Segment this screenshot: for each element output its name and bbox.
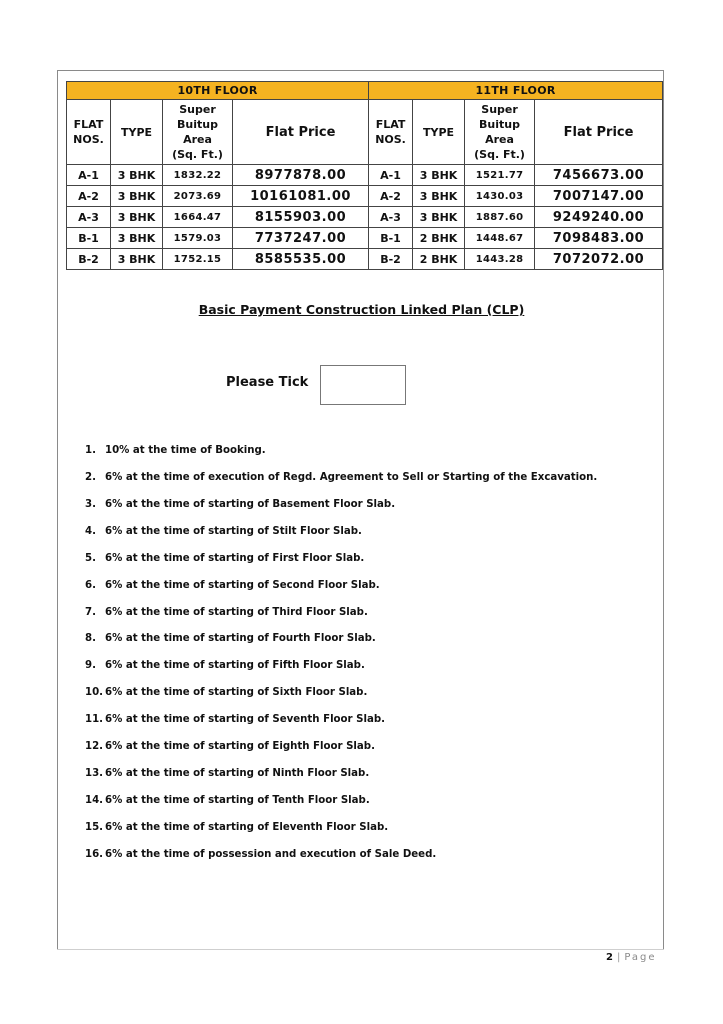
price-cell: 8585535.00: [233, 249, 369, 270]
list-item: [85, 499, 597, 526]
price-cell: 7072072.00: [535, 249, 663, 270]
list-item: [85, 526, 597, 553]
item-number: 8.: [85, 633, 96, 645]
item-text: 6% at the time of possession and execution of Sale Deed.: [105, 848, 437, 860]
type-cell: 3 BHK: [413, 165, 465, 186]
payment-plan-title: Basic Payment Construction Linked Plan (CLP): [198, 302, 525, 317]
item-number: 9.: [85, 660, 96, 672]
table-row: [67, 165, 663, 186]
item-number: 5.: [85, 552, 96, 564]
item-text: 6% at the time of starting of Sixth Floor Slab.: [105, 687, 368, 699]
flat-no-cell: A-1: [67, 165, 111, 186]
price-cell: 9249240.00: [535, 207, 663, 228]
type-cell: 3 BHK: [111, 228, 163, 249]
type-cell: 3 BHK: [111, 186, 163, 207]
price-cell: 7456673.00: [535, 165, 663, 186]
item-number: 3.: [85, 498, 96, 510]
item-text: 6% at the time of starting of Tenth Floor Slab.: [105, 794, 370, 806]
item-text: 10% at the time of Booking.: [105, 445, 266, 456]
area-cell: 1664.47: [163, 207, 233, 228]
list-item: [85, 687, 597, 714]
column-header-row: [67, 100, 663, 165]
item-number: 12.: [85, 741, 104, 753]
col-header-flat-nos: FLAT NOS.: [369, 100, 413, 165]
please-tick-label: Please Tick: [226, 375, 309, 390]
item-text: 6% at the time of starting of Eleventh Floor Slab.: [105, 821, 389, 833]
item-number: 16.: [85, 848, 104, 860]
item-text: 6% at the time of starting of Fifth Floor Slab.: [105, 660, 365, 672]
item-number: 4.: [85, 525, 96, 537]
page-footer: [606, 952, 657, 963]
flat-no-cell: B-1: [369, 228, 413, 249]
list-item: [85, 553, 597, 580]
list-item: [85, 795, 597, 822]
list-item: [85, 768, 597, 795]
list-item: [85, 607, 597, 634]
list-item: [85, 849, 597, 876]
page-number: 2: [606, 952, 614, 963]
item-text: 6% at the time of starting of Fourth Floor Slab.: [105, 633, 376, 645]
type-cell: 3 BHK: [111, 165, 163, 186]
floor-header-row: [67, 82, 663, 100]
area-cell: 2073.69: [163, 186, 233, 207]
page-word: Page: [624, 952, 657, 963]
list-item: [85, 660, 597, 687]
flat-no-cell: A-3: [369, 207, 413, 228]
floor-header-11th: 11TH FLOOR: [369, 82, 663, 100]
item-number: 13.: [85, 768, 104, 780]
item-text: 6% at the time of starting of Eighth Floor Slab.: [105, 741, 375, 753]
flat-no-cell: B-2: [67, 249, 111, 270]
col-header-area: Super Buitup Area (Sq. Ft.): [163, 100, 233, 165]
flat-no-cell: B-1: [67, 228, 111, 249]
item-text: 6% at the time of starting of Ninth Floor Slab.: [105, 768, 370, 780]
area-cell: 1430.03: [465, 186, 535, 207]
footer-divider: [57, 949, 664, 950]
list-item: [85, 714, 597, 741]
table-row: [67, 207, 663, 228]
footer-separator: |: [616, 952, 622, 963]
item-number: 2.: [85, 471, 96, 483]
area-cell: 1752.15: [163, 249, 233, 270]
price-cell: 8155903.00: [233, 207, 369, 228]
list-item: [85, 472, 597, 499]
item-number: 15.: [85, 821, 104, 833]
col-header-type: TYPE: [413, 100, 465, 165]
item-number: 7.: [85, 606, 96, 618]
col-header-area: Super Buitup Area (Sq. Ft.): [465, 100, 535, 165]
price-cell: 7007147.00: [535, 186, 663, 207]
price-cell: 10161081.00: [233, 186, 369, 207]
col-header-flat-price: Flat Price: [233, 100, 369, 165]
item-number: 6.: [85, 579, 96, 591]
tick-checkbox[interactable]: [320, 365, 406, 405]
type-cell: 2 BHK: [413, 249, 465, 270]
type-cell: 3 BHK: [111, 249, 163, 270]
item-number: 11.: [85, 714, 104, 726]
table-row: [67, 186, 663, 207]
area-cell: 1832.22: [163, 165, 233, 186]
flat-no-cell: A-2: [369, 186, 413, 207]
flat-no-cell: A-3: [67, 207, 111, 228]
payment-terms-list: [85, 445, 597, 876]
type-cell: 3 BHK: [413, 186, 465, 207]
area-cell: 1443.28: [465, 249, 535, 270]
area-cell: 1579.03: [163, 228, 233, 249]
item-text: 6% at the time of starting of Second Floor Slab.: [105, 579, 380, 591]
table-row: [67, 228, 663, 249]
item-number: 1.: [85, 445, 96, 456]
table-row: [67, 249, 663, 270]
list-item: [85, 633, 597, 660]
item-text: 6% at the time of execution of Regd. Agreement to Sell or Starting of the Excavation.: [105, 471, 598, 483]
list-item: [85, 741, 597, 768]
flat-price-table: [66, 81, 663, 270]
type-cell: 3 BHK: [413, 207, 465, 228]
flat-no-cell: B-2: [369, 249, 413, 270]
item-text: 6% at the time of starting of Third Floor Slab.: [105, 606, 368, 618]
area-cell: 1521.77: [465, 165, 535, 186]
price-cell: 7098483.00: [535, 228, 663, 249]
list-item: [85, 580, 597, 607]
flat-no-cell: A-1: [369, 165, 413, 186]
list-item: [85, 445, 597, 472]
item-number: 14.: [85, 794, 104, 806]
item-text: 6% at the time of starting of Seventh Floor Slab.: [105, 714, 385, 726]
item-text: 6% at the time of starting of First Floor Slab.: [105, 552, 365, 564]
col-header-flat-price: Flat Price: [535, 100, 663, 165]
area-cell: 1448.67: [465, 228, 535, 249]
price-cell: 7737247.00: [233, 228, 369, 249]
col-header-type: TYPE: [111, 100, 163, 165]
col-header-flat-nos: FLAT NOS.: [67, 100, 111, 165]
item-number: 10.: [85, 687, 104, 699]
area-cell: 1887.60: [465, 207, 535, 228]
price-cell: 8977878.00: [233, 165, 369, 186]
item-text: 6% at the time of starting of Stilt Floor Slab.: [105, 525, 362, 537]
item-text: 6% at the time of starting of Basement Floor Slab.: [105, 498, 396, 510]
type-cell: 3 BHK: [111, 207, 163, 228]
type-cell: 2 BHK: [413, 228, 465, 249]
floor-header-10th: 10TH FLOOR: [67, 82, 369, 100]
flat-no-cell: A-2: [67, 186, 111, 207]
list-item: [85, 822, 597, 849]
